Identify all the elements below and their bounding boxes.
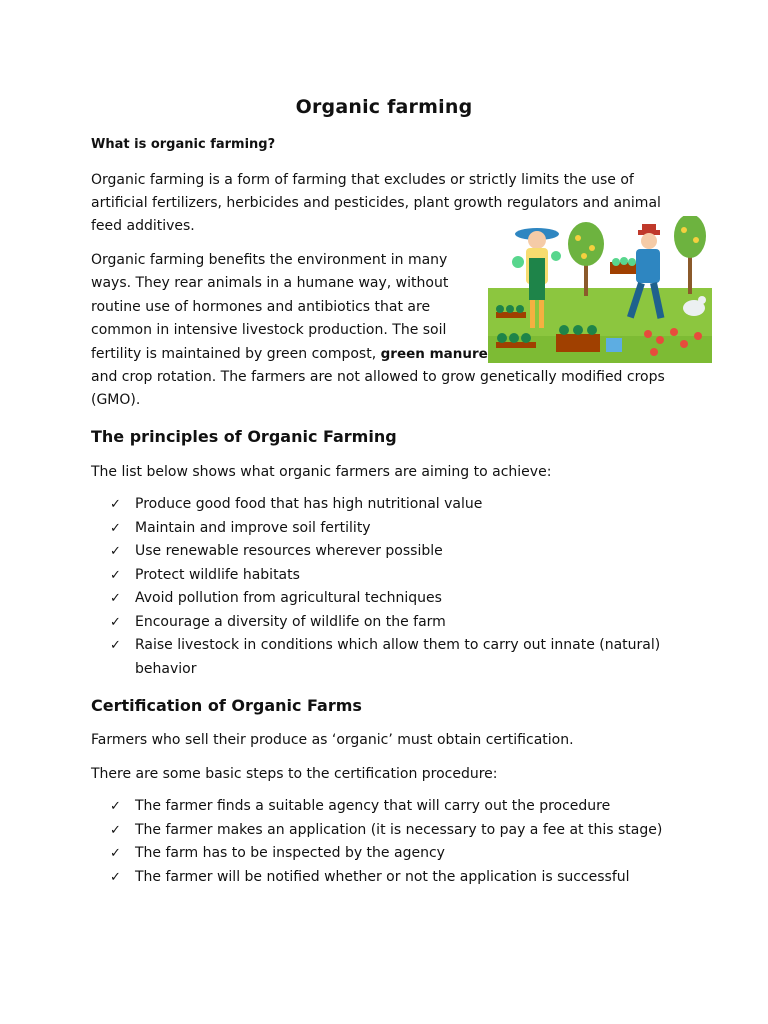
principles-intro: The list below shows what organic farmers are aiming to achieve: [91,464,552,480]
list-item: ✓ The farmer makes an application (it is necessary to pay a fee at this stage) [110,819,662,843]
question-heading: What is organic farming? [91,137,276,152]
list-item: ✓ Raise livestock in conditions which allow them to carry out innate (natural) [110,634,660,658]
checkmark-icon: ✓ [110,614,121,630]
tree-icon [568,222,604,296]
intro-line: Organic farming is a form of farming that excludes or strictly limits the use of [91,172,634,188]
checkmark-icon: ✓ [110,869,121,885]
benefits-line: routine use of hormones and antibiotics that are [91,299,431,315]
checkmark-icon: ✓ [110,846,121,861]
principles-list [110,493,660,681]
intro-line: artificial fertilizers, herbicides and pesticides, plant growth regulators and animal [91,195,661,211]
checkmark-icon: ✓ [110,497,121,512]
benefits-line: common in intensive livestock production. The soil [91,322,447,338]
checkmark-icon: ✓ [110,799,121,814]
list-item: ✓ Produce good food that has high nutritional value [110,493,660,517]
benefits-line [91,343,488,366]
page-title: Organic farming [295,96,473,118]
certification-heading: Certification of Organic Farms [91,696,362,715]
green-manure-bold: green manure [380,346,488,362]
list-item: ✓ The farmer will be notified whether or not the application is successful [110,866,662,890]
intro-line: feed additives. [91,218,195,234]
benefits-line: ways. They rear animals in a humane way, without [91,275,449,291]
benefits-line-text: fertility is maintained by green compost, [91,346,381,362]
principles-heading: The principles of Organic Farming [91,427,397,446]
list-item: ✓ Protect wildlife habitats [110,564,660,588]
watering-can-icon [606,338,622,352]
list-item: ✓ Use renewable resources wherever possible [110,540,660,564]
benefits-line: (GMO). [91,392,141,408]
checkmark-icon: ✓ [110,822,121,838]
crate-icon [556,334,600,352]
list-item: ✓ Avoid pollution from agricultural techniques [110,587,660,611]
certification-steps-list [110,795,662,889]
farmers-illustration [488,216,712,363]
benefits-line: Organic farming benefits the environment in many [91,252,448,268]
benefits-line: and crop rotation. The farmers are not allowed to grow genetically modified crops [91,369,665,385]
list-item-continuation: behavior [135,660,197,677]
certification-para-1: Farmers who sell their produce as ‘organic’ must obtain certification. [91,732,574,748]
checkmark-icon: ✓ [110,520,121,536]
list-item: ✓ The farmer finds a suitable agency that will carry out the procedure [110,795,662,819]
checkmark-icon: ✓ [110,567,121,583]
checkmark-icon: ✓ [110,638,121,653]
list-item: ✓ Maintain and improve soil fertility [110,517,660,541]
certification-para-2: There are some basic steps to the certification procedure: [91,766,498,782]
checkmark-icon: ✓ [110,544,121,559]
list-item: ✓ Encourage a diversity of wildlife on the farm [110,611,660,635]
list-item: ✓ The farm has to be inspected by the agency [110,842,662,866]
checkmark-icon: ✓ [110,591,121,606]
